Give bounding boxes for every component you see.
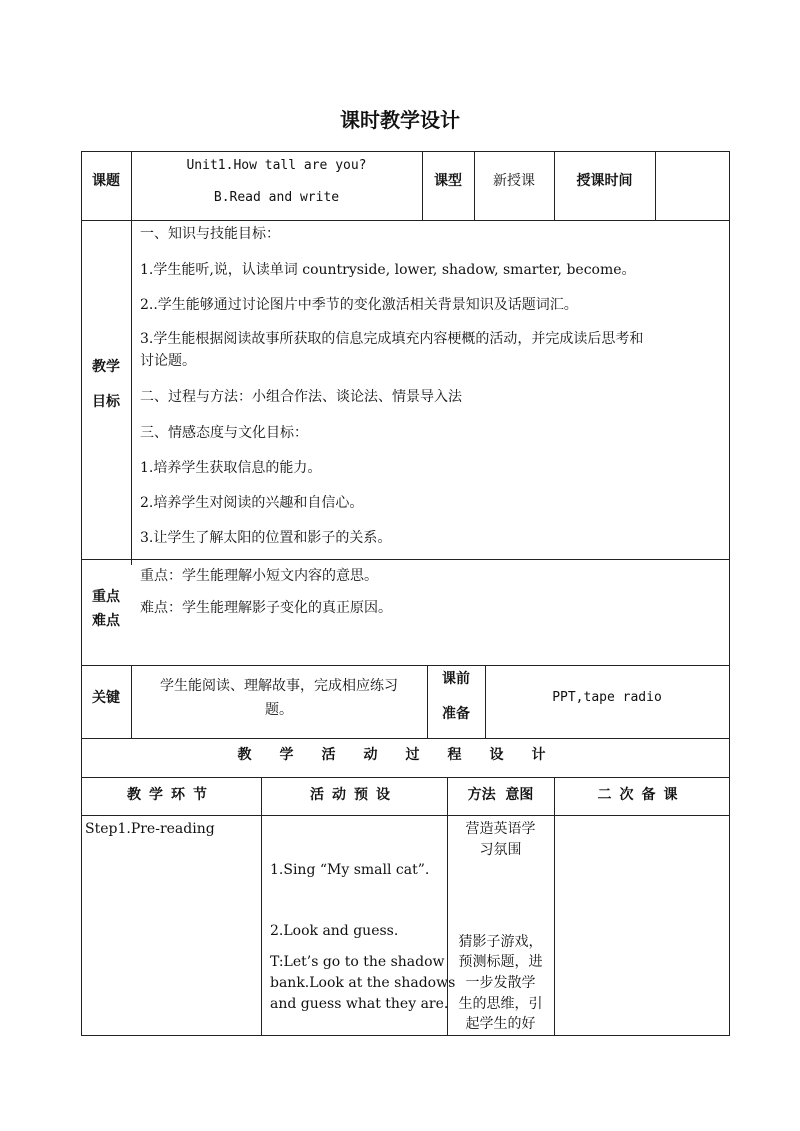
objective-line: 三、情感态度与文化目标： <box>140 425 308 441</box>
label-keypoints-2: 难点 <box>92 613 120 629</box>
row-divider <box>81 665 730 666</box>
row-divider <box>81 1035 730 1036</box>
topic-subtitle: B.Read and write <box>213 190 340 205</box>
header-second-prep: 二次备课 <box>597 787 686 803</box>
header-activity: 活动预设 <box>310 787 398 803</box>
row-divider <box>81 738 730 739</box>
label-topic: 课题 <box>92 173 120 189</box>
header-method: 方法 意图 <box>467 787 534 803</box>
key-focus: 重点：学生能理解小短文内容的意思。 <box>140 568 378 584</box>
objective-line: 3.让学生了解太阳的位置和影子的关系。 <box>140 530 392 546</box>
label-preparation-2: 准备 <box>442 706 470 722</box>
row-divider <box>81 777 730 778</box>
activity-teacher-line: and guess what they are. <box>270 996 449 1012</box>
method-intent: 习氛围 <box>479 842 522 858</box>
activity-section-title: 教学活动过程设计 <box>237 747 574 763</box>
activity-teacher-line: bank.Look at the shadows <box>270 975 456 991</box>
objective-line: 一、知识与技能目标： <box>140 226 280 242</box>
col-divider <box>655 151 656 220</box>
document-title: 课时教学设计 <box>340 108 460 132</box>
activity-look-guess: 2.Look and guess. <box>270 923 399 939</box>
method-intent: 起学生的好 <box>465 1016 536 1032</box>
activity-teacher-line: T:Let’s go to the shadow <box>270 954 445 970</box>
col-divider <box>554 777 555 1035</box>
lesson-type-value: 新授课 <box>493 173 535 189</box>
header-step: 教学环节 <box>127 787 215 803</box>
activity-sing: 1.Sing “My small cat”. <box>270 862 430 878</box>
objective-line: 2..学生能够通过讨论图片中季节的变化激活相关背景知识及话题词汇。 <box>140 297 578 313</box>
objective-line: 1.学生能听,说，认读单词 countryside, lower, shadow, smarter, become。 <box>140 262 636 278</box>
row-divider <box>81 220 730 221</box>
method-intent: 预测标题，进 <box>458 954 543 970</box>
objective-line: 1.培养学生获取信息的能力。 <box>140 460 322 476</box>
label-lesson-time: 授课时间 <box>576 173 633 189</box>
label-lesson-type: 课型 <box>434 173 462 189</box>
row-divider <box>81 559 730 560</box>
method-intent: 营造英语学 <box>465 821 536 837</box>
method-intent: 生的思维，引 <box>458 996 543 1012</box>
key-text-2: 题。 <box>265 702 293 718</box>
label-keypoints-1: 重点 <box>92 589 120 605</box>
topic-title: Unit1.How tall are you? <box>186 158 367 173</box>
method-intent: 一步发散学 <box>465 975 536 991</box>
objective-line: 2.培养学生对阅读的兴趣和自信心。 <box>140 495 364 511</box>
label-objectives-1: 教学 <box>92 359 120 375</box>
objective-line: 讨论题。 <box>140 353 196 369</box>
label-preparation-1: 课前 <box>442 671 470 687</box>
row-divider <box>81 151 730 152</box>
method-intent: 猜影子游戏， <box>458 934 543 950</box>
key-text-1: 学生能阅读、理解故事，完成相应练习 <box>160 678 398 694</box>
key-difficulty: 难点：学生能理解影子变化的真正原因。 <box>140 600 392 616</box>
label-objectives-2: 目标 <box>92 394 120 410</box>
table-border-right <box>729 151 730 1036</box>
preparation-value: PPT,tape radio <box>552 690 662 705</box>
objective-line: 二、过程与方法：小组合作法、谈论法、情景导入法 <box>140 389 462 405</box>
objective-line: 3.学生能根据阅读故事所获取的信息完成填充内容梗概的活动，并完成读后思考和 <box>140 331 644 347</box>
col-divider <box>131 151 132 565</box>
row-divider <box>81 815 730 816</box>
label-key: 关键 <box>92 690 120 706</box>
step-name: Step1.Pre-reading <box>85 821 215 837</box>
col-divider <box>261 777 262 1035</box>
